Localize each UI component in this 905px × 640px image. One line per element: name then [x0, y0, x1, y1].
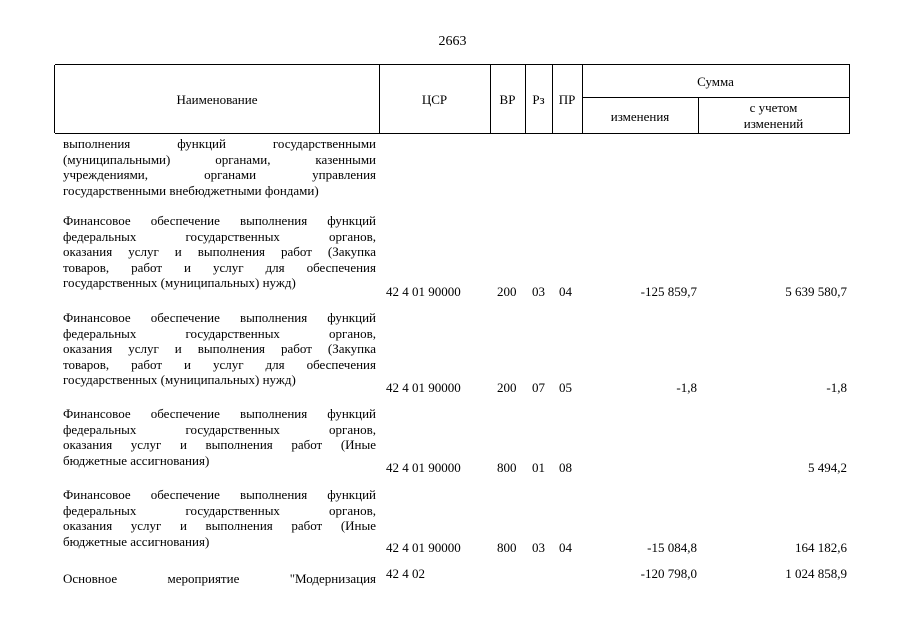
row-rz: 01	[532, 460, 545, 475]
row-name	[63, 487, 376, 549]
row-rz: 07	[532, 380, 545, 395]
row-csr: 42 4 01 90000	[386, 540, 461, 555]
header-with-changes-2: изменений	[743, 116, 804, 131]
row-name-line: товаров, работ и услуг для обеспечения	[63, 356, 376, 372]
header-vr: ВР	[499, 92, 516, 107]
row-name-line: Основное мероприятие "Модернизация	[63, 571, 376, 586]
row-name-line: федеральных государственных органов,	[63, 228, 376, 244]
row-total: 164 182,6	[795, 540, 847, 555]
row-name-line: государственных (муниципальных) нужд)	[63, 372, 296, 388]
row-name	[63, 406, 376, 468]
row-changes: -15 084,8	[647, 540, 697, 555]
row-name-line: учреждениями, органами управления	[63, 167, 376, 183]
row-name-line: Финансовое обеспечение выполнения функций	[63, 406, 376, 421]
header-name: Наименование	[176, 92, 258, 107]
row-csr: 42 4 01 90000	[386, 284, 461, 299]
row-name-line: государственными внебюджетными фондами)	[63, 182, 319, 198]
row-csr: 42 4 01 90000	[386, 460, 461, 475]
row-csr: 42 4 02	[386, 566, 425, 581]
row-name-line: (муниципальными) органами, казенными	[63, 151, 376, 167]
row-rz: 03	[532, 540, 545, 555]
row-pr: 04	[559, 540, 572, 555]
row-name-line: федеральных государственных органов,	[63, 325, 376, 341]
row-name-line: бюджетные ассигнования)	[63, 533, 210, 549]
row-changes: -125 859,7	[640, 284, 697, 299]
row-name-line: Финансовое обеспечение выполнения функций	[63, 310, 376, 325]
row-rz: 03	[532, 284, 545, 299]
row-csr: 42 4 01 90000	[386, 380, 461, 395]
row-name-line: оказания услуг и выполнения работ (Закупка	[63, 244, 376, 260]
row-name-line: государственных (муниципальных) нужд)	[63, 275, 296, 291]
row-name	[63, 310, 376, 388]
row-total: 1 024 858,9	[785, 566, 847, 581]
header-csr: ЦСР	[421, 92, 448, 107]
row-name-line: оказания услуг и выполнения работ (Закупка	[63, 341, 376, 357]
row-name-line: оказания услуг и выполнения работ (Иные	[63, 518, 376, 534]
row-name-line: бюджетные ассигнования)	[63, 452, 210, 468]
row-name	[63, 571, 376, 587]
table-header	[55, 64, 850, 134]
row-pr: 05	[559, 380, 572, 395]
row-name	[63, 136, 376, 198]
row-vr: 800	[497, 460, 517, 475]
row-name-line: выполнения функций государственными	[63, 136, 376, 151]
row-name-line: товаров, работ и услуг для обеспечения	[63, 259, 376, 275]
row-pr: 08	[559, 460, 572, 475]
header-pr: ПР	[558, 92, 576, 107]
row-total: 5 494,2	[808, 460, 847, 475]
header-rz: Рз	[532, 92, 545, 107]
row-changes: -1,8	[676, 380, 697, 395]
row-name	[63, 213, 376, 291]
row-pr: 04	[559, 284, 572, 299]
row-name-line: федеральных государственных органов,	[63, 502, 376, 518]
row-name-line: оказания услуг и выполнения работ (Иные	[63, 437, 376, 453]
row-changes: -120 798,0	[640, 566, 697, 581]
row-vr: 800	[497, 540, 517, 555]
page-number: 2663	[438, 34, 467, 49]
row-vr: 200	[497, 284, 517, 299]
row-name-line: федеральных государственных органов,	[63, 421, 376, 437]
row-name-line: Финансовое обеспечение выполнения функций	[63, 487, 376, 502]
header-with-changes-1: с учетом	[749, 100, 798, 115]
header-sum: Сумма	[697, 74, 734, 89]
row-vr: 200	[497, 380, 517, 395]
row-total: 5 639 580,7	[785, 284, 847, 299]
header-changes: изменения	[610, 109, 670, 124]
row-name-line: Финансовое обеспечение выполнения функций	[63, 213, 376, 228]
row-total: -1,8	[826, 380, 847, 395]
